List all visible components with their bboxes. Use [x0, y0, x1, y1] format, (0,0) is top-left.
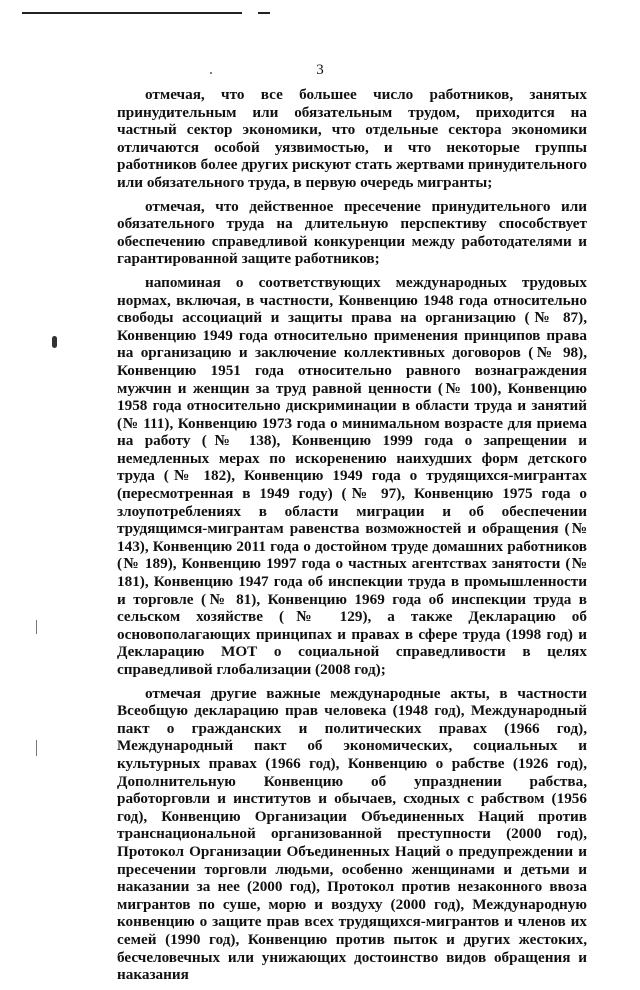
- scan-line-mark: [36, 620, 37, 634]
- paragraph-4: отмечая другие важные международные акты, в частности Всеобщую декларацию прав человека (1948 год), Международный пакт о гражданских и политических правах (1966 год), Международный пакт об экономических, социальных и культурных правах (1966 год), Конвенцию о рабстве (1926 год), Дополнительную Конвенцию об упразднении рабства, работорговли и институтов и обычаев, сходных с рабством (1956 год), Конвенцию Организации Объединенных Наций против транснациональной организованной преступности (2000 год), Протокол Организации Объединенных Наций о предупреждении и пресечении торговли людьми, особенно женщинами и детьми и наказании за нее (2000 год), Протокол против незаконного ввоза мигрантов по суше, морю и воздуху (2000 год), Международную конвенцию о защите прав всех трудящихся-мигрантов и членов их семей (1990 год), Конвенцию против пыток и других жестоких, бесчеловечных или унижающих достоинство видов обращения и наказания: [117, 684, 587, 984]
- paragraph-1: отмечая, что все большее число работников, занятых принудительным или обязательным трудом, приходится на частный сектор экономики, что отдельные сектора экономики отличаются особой уязвимостью, и что некоторые группы работников более других рискуют стать жертвами принудительного или обязательного труда, в первую очередь мигранты;: [117, 86, 587, 191]
- scan-binding-mark: [52, 336, 57, 348]
- page-number: 3: [316, 62, 324, 78]
- scan-top-rule-right: [258, 12, 270, 14]
- document-body: [117, 86, 587, 990]
- paragraph-3: напоминая о соответствующих международных трудовых нормах, включая, в частности, Конвенцию 1948 года относительно свободы ассоциаций и защиты права на организацию (№ 87), Конвенцию 1949 года относительно применения принципов права на организацию и заключение коллективных договоров (№ 98), Конвенцию 1951 года относительно равного вознаграждения мужчин и женщин за труд равной ценности (№ 100), Конвенцию 1958 года относительно дискриминации в области труда и занятий (№ 111), Конвенцию 1973 года о минимальном возрасте для приема на работу (№ 138), Конвенцию 1999 года о запрещении и немедленных мерах по искоренению наихудших форм детского труда (№ 182), Конвенцию 1949 года о трудящихся-мигрантах (пересмотренная в 1949 году) (№ 97), Конвенцию 1975 года о злоупотреблениях в области миграции и об обеспечении трудящимся-мигрантам равенства возможностей и обращения (№ 143), Конвенцию 2011 года о достойном труде домашних работников (№ 189), Конвенцию 1997 года о частных агентствах занятости (№ 181), Конвенцию 1947 года об инспекции труда в промышленности и торговле (№ 81), Конвенцию 1969 года об инспекции труда в сельском хозяйстве (№ 129), а также Декларацию об основополагающих принципах и правах в сфере труда (1998 год) и Декларацию МОТ о социальной справедливости в целях справедливой глобализации (2008 год);: [117, 273, 587, 678]
- scan-top-rule-left: [22, 12, 242, 14]
- paragraph-2: отмечая, что действенное пресечение принудительного или обязательного труда на длительную перспективу способствует обеспечению справедливой конкуренции между работодателями и гарантированной защите работников;: [117, 197, 587, 268]
- scan-line-mark-2: [36, 740, 37, 756]
